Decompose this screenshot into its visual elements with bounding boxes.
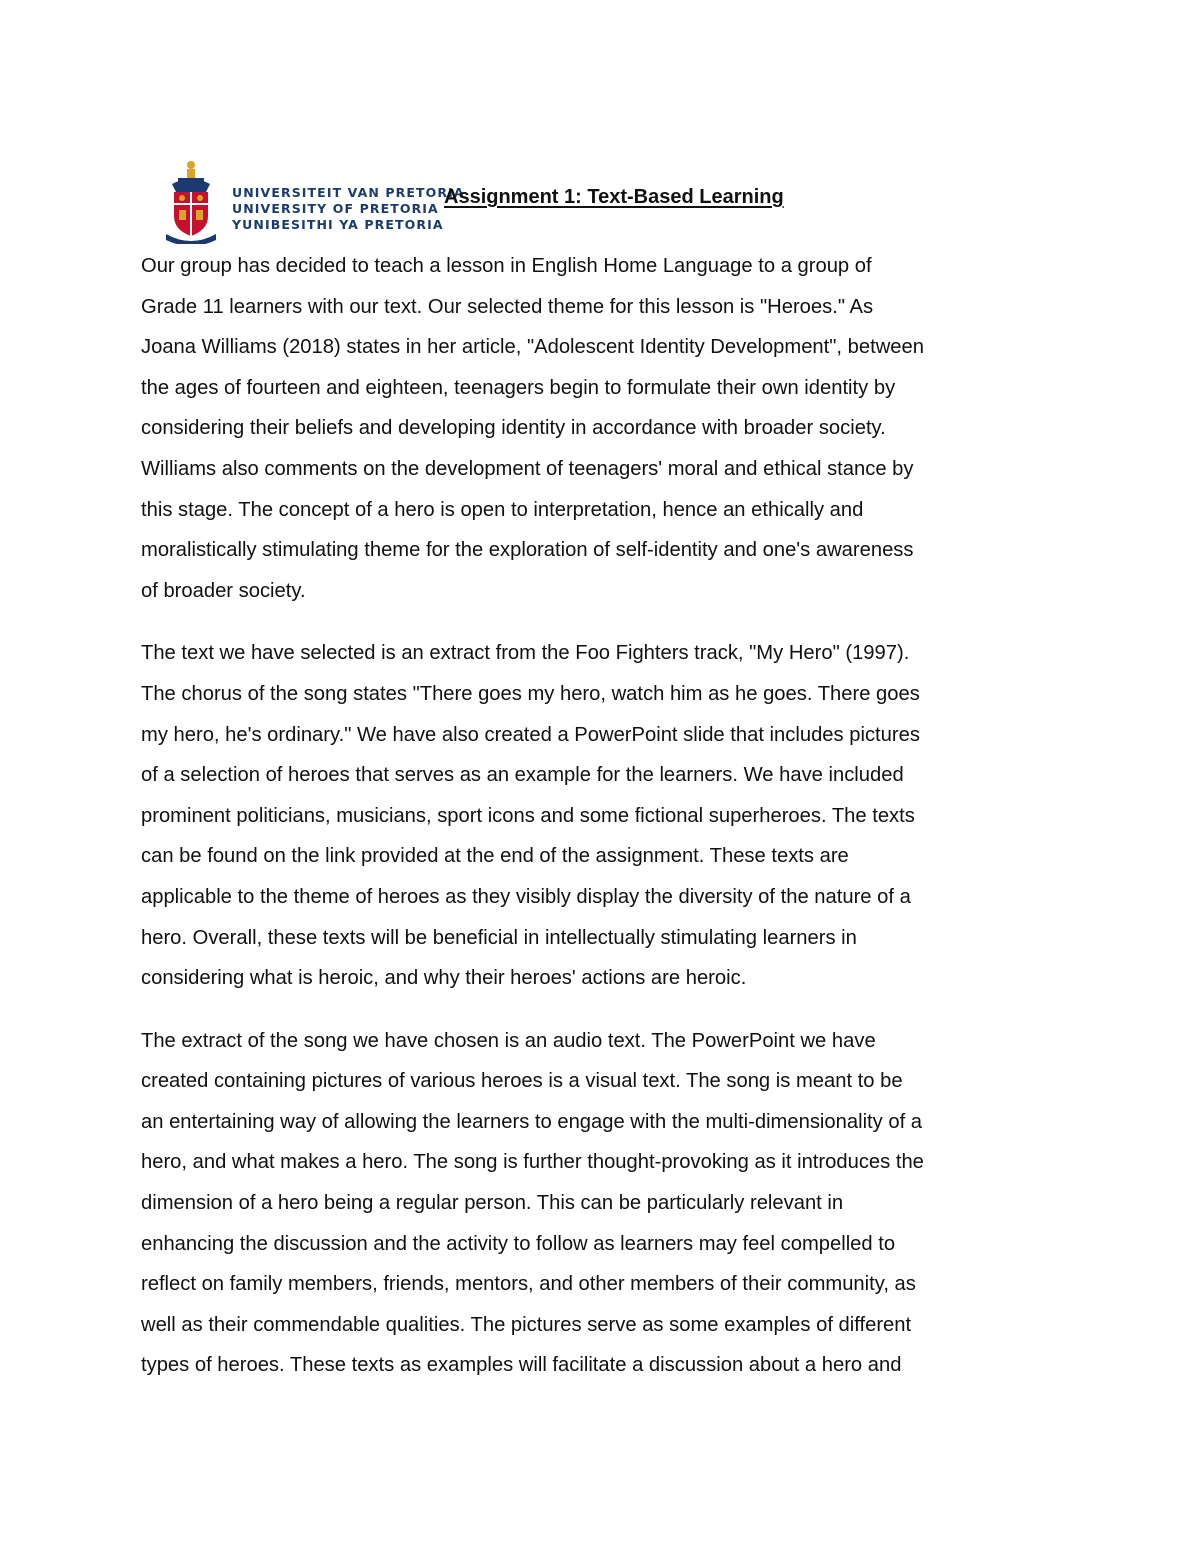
text-line: considering their beliefs and developing identity in accordance with broader society.	[141, 417, 886, 440]
text-line: Grade 11 learners with our text. Our selected theme for this lesson is "Heroes." As	[141, 295, 874, 318]
text-line: well as their commendable qualities. The pictures serve as some examples of different	[141, 1313, 912, 1336]
logo-line-afrikaans: UNIVERSITEIT VAN PRETORIA	[232, 185, 465, 200]
text-line: applicable to the theme of heroes as they visibly display the diversity of the nature of a	[141, 885, 911, 908]
page-title: Assignment 1: Text-Based Learning	[444, 186, 784, 208]
text-line: The extract of the song we have chosen is an audio text. The PowerPoint we have	[141, 1029, 876, 1052]
text-line: hero. Overall, these texts will be beneficial in intellectually stimulating learners in	[141, 926, 857, 949]
text-line: hero, and what makes a hero. The song is further thought-provoking as it introduces the	[141, 1151, 924, 1174]
text-line: prominent politicians, musicians, sport icons and some fictional superheroes. The texts	[141, 804, 915, 827]
text-line: this stage. The concept of a hero is open to interpretation, hence an ethically and	[141, 498, 864, 521]
text-line: can be found on the link provided at the end of the assignment. These texts are	[141, 845, 849, 868]
paragraph-2	[141, 633, 1061, 998]
logo-line-sepedi: YUNIBESITHI YA PRETORIA	[232, 217, 444, 232]
text-line: Our group has decided to teach a lesson in English Home Language to a group of	[141, 255, 872, 277]
document-header	[166, 158, 1066, 248]
university-logo	[166, 158, 465, 246]
text-line: types of heroes. These texts as examples will facilitate a discussion about a hero and	[141, 1354, 902, 1377]
logo-line-english: UNIVERSITY OF PRETORIA	[232, 201, 439, 216]
text-line: the ages of fourteen and eighteen, teenagers begin to formulate their own identity by	[141, 376, 896, 399]
text-line: enhancing the discussion and the activity to follow as learners may feel compelled to	[141, 1232, 896, 1255]
text-line: Joana Williams (2018) states in her article, "Adolescent Identity Development", between	[141, 336, 924, 359]
text-line: The chorus of the song states "There goes my hero, watch him as he goes. There goes	[141, 682, 920, 705]
text-line: an entertaining way of allowing the learners to engage with the multi-dimensionality of a	[141, 1110, 923, 1133]
university-wordmark	[232, 185, 465, 233]
document-body	[141, 246, 1061, 1408]
text-line: of broader society.	[141, 579, 306, 602]
university-crest-icon	[166, 158, 218, 244]
text-line: created containing pictures of various heroes is a visual text. The song is meant to be	[141, 1070, 903, 1093]
text-line: my hero, he's ordinary." We have also created a PowerPoint slide that includes pictures	[141, 723, 920, 746]
text-line: dimension of a hero being a regular person. This can be particularly relevant in	[141, 1192, 844, 1215]
text-line: Williams also comments on the development of teenagers' moral and ethical stance by	[141, 457, 914, 480]
text-line: The text we have selected is an extract from the Foo Fighters track, "My Hero" (1997).	[141, 642, 910, 665]
paragraph-1	[141, 246, 1061, 611]
paragraph-3	[141, 1021, 1061, 1386]
text-line: of a selection of heroes that serves as an example for the learners. We have included	[141, 764, 904, 787]
text-line: considering what is heroic, and why their heroes' actions are heroic.	[141, 967, 747, 990]
text-line: moralistically stimulating theme for the exploration of self-identity and one's awareness	[141, 539, 914, 562]
text-line: reflect on family members, friends, mentors, and other members of their community, as	[141, 1273, 916, 1296]
